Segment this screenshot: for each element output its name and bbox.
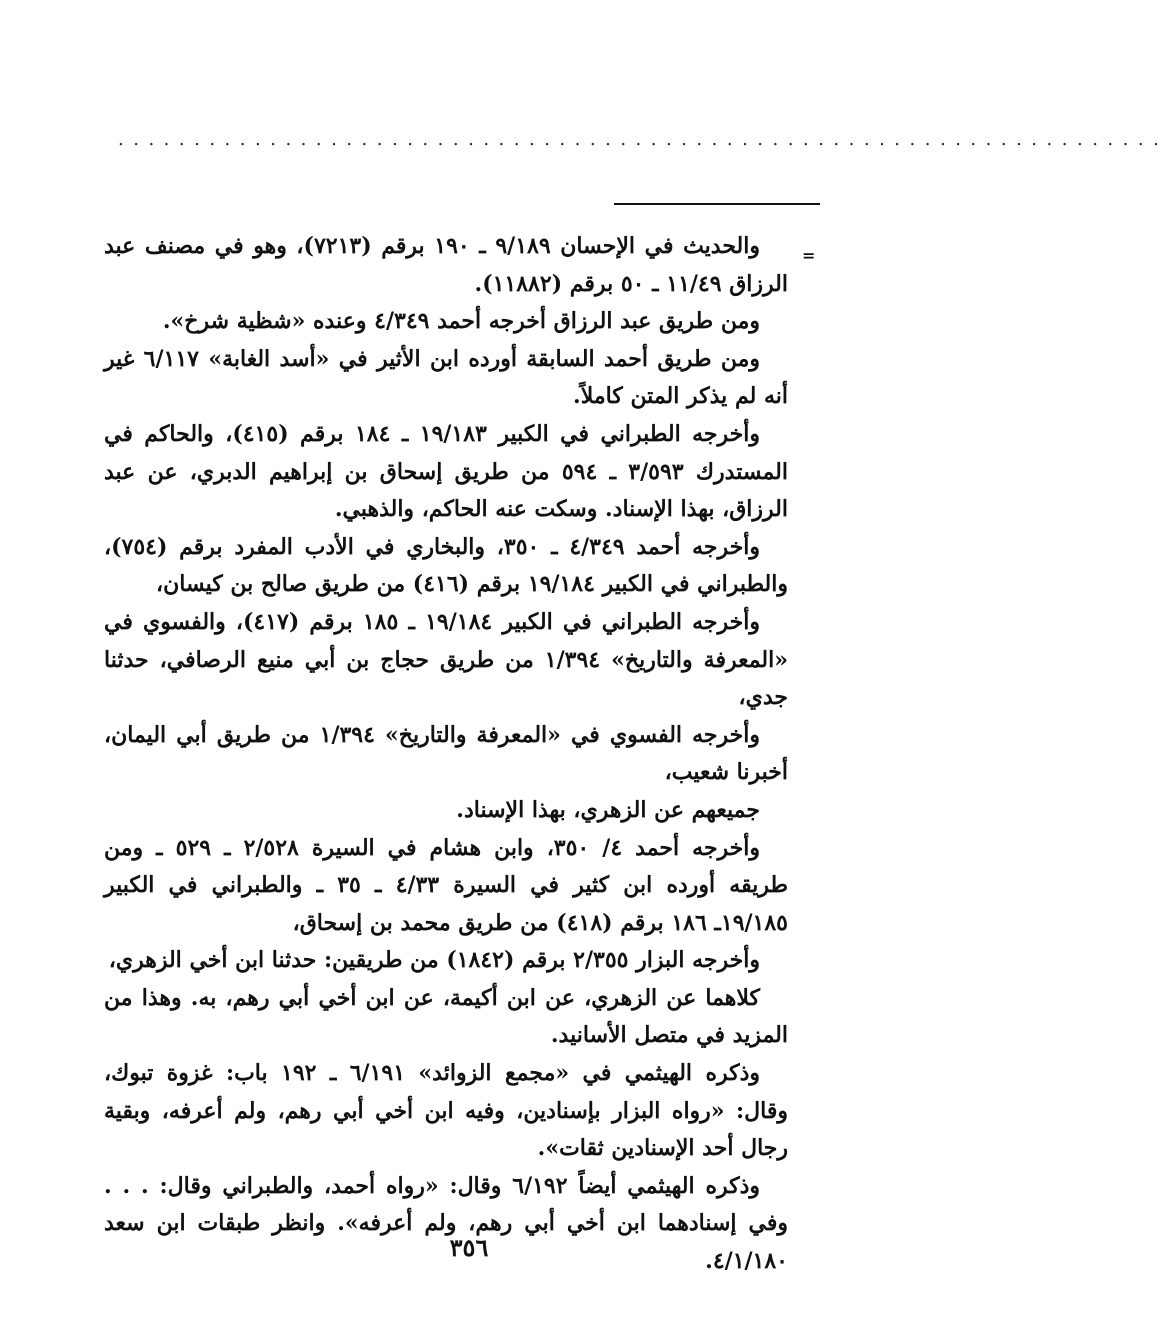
dotted-separator: .....................................................................: [118, 129, 1168, 150]
page-number: ٣٥٦: [449, 1233, 489, 1262]
footnote-paragraph: وأخرجه البزار ٢/٣٥٥ برقم (١٨٤٢) من طريقين: حدثنا ابن أخي الزهري،: [108, 947, 760, 974]
footnote-text: [104, 228, 788, 1281]
footnote-paragraph: وأخرجه الطبراني في الكبير ١٩/١٨٣ ـ ١٨٤ برقم (٤١٥)، والحاكم في المستدرك ٣/٥٩٣ ـ ٥٩٤ من طريق إسحاق بن إبراهيم الدبري، عن عبد الرزاق، بهذا الإسناد. وسكت عنه الحاكم، والذهبي.: [104, 420, 788, 523]
footnote-paragraph: ومن طريق أحمد السابقة أورده ابن الأثير في «أسد الغابة» ٦/١١٧ غير أنه لم يذكر المتن كاملاً.: [104, 345, 788, 410]
footnote-paragraph: وأخرجه أحمد ٤/٣٤٩ ـ ٣٥٠، والبخاري في الأدب المفرد برقم (٧٥٤)، والطبراني في الكبير ١٩/١٨٤ برقم (٤١٦) من طريق صالح بن كيسان،: [104, 533, 788, 598]
footnote-paragraph: ومن طريق عبد الرزاق أخرجه أحمد ٤/٣٤٩ وعنده «شظية شرخ».: [162, 308, 760, 335]
footnote-rule: [614, 203, 820, 205]
continuation-marker: =: [802, 246, 816, 265]
footnote-paragraph: كلاهما عن الزهري، عن ابن أكيمة، عن ابن أخي أبي رهم، به. وهذا من المزيد في متصل الأسانيد.: [104, 984, 788, 1049]
footnote-paragraph: جميعهم عن الزهري، بهذا الإسناد.: [456, 796, 760, 823]
footnote-paragraph: وأخرجه الطبراني في الكبير ١٩/١٨٤ ـ ١٨٥ برقم (٤١٧)، والفسوي في «المعرفة والتاريخ» ١/٣٩٤ من طريق حجاج بن أبي منيع الرصافي، حدثنا جدي،: [104, 608, 788, 711]
footnote-paragraph: وذكره الهيثمي في «مجمع الزوائد» ٦/١٩١ ـ ١٩٢ باب: غزوة تبوك، وقال: «رواه البزار بإسنادين، وفيه ابن أخي أبي رهم، ولم أعرفه، وبقية رجال أحد الإسنادين ثقات».: [104, 1060, 788, 1162]
footnote-paragraph: وأخرجه أحمد ٤/ ٣٥٠، وابن هشام في السيرة ٢/٥٢٨ ـ ٥٢٩ ـ ومن طريقه أورده ابن كثير في السيرة ٤/٣٣ ـ ٣٥ ـ والطبراني في الكبير ١٩/١٨٥ـ ١٨٦ برقم (٤١٨) من طريق محمد بن إسحاق،: [104, 834, 788, 936]
footnote-paragraph: وذكره الهيثمي أيضاً ٦/١٩٢ وقال: «رواه أحمد، والطبراني وقال: . . . وفي إسنادهما ابن أخي أبي رهم، ولم أعرفه». وانظر طبقات ابن سعد ٤/١/١٨٠.: [104, 1172, 788, 1275]
footnote-paragraph: وأخرجه الفسوي في «المعرفة والتاريخ» ١/٣٩٤ من طريق أبي اليمان، أخبرنا شعيب،: [104, 721, 788, 786]
footnote-paragraph: والحديث في الإحسان ٩/١٨٩ ـ ١٩٠ برقم (٧٢١٣)، وهو في مصنف عبد الرزاق ١١/٤٩ ـ ٥٠ برقم (١١٨٨٢).: [104, 233, 788, 297]
